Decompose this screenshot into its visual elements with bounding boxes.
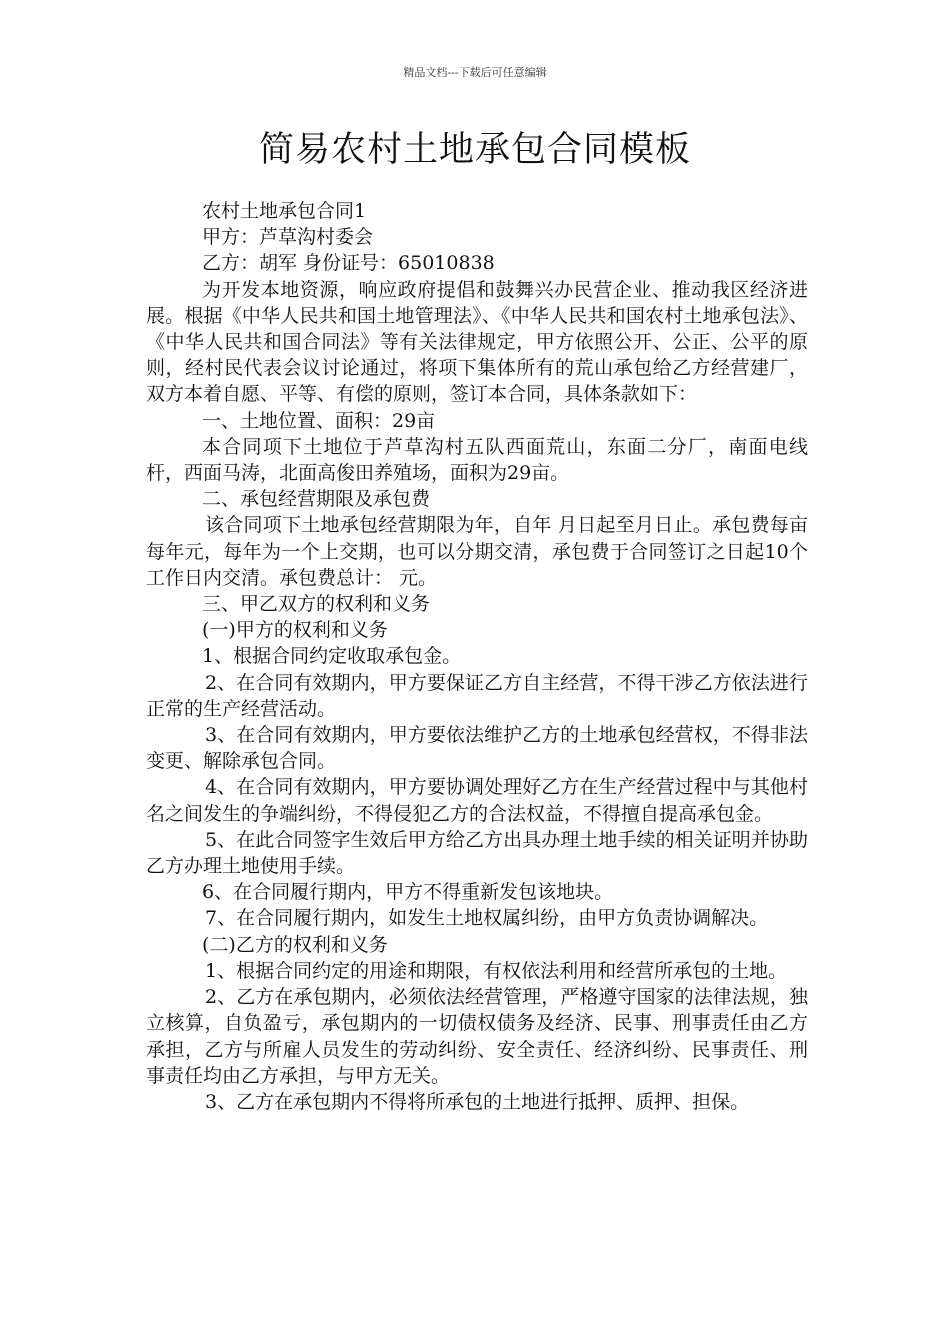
paragraph: 甲方：芦草沟村委会 bbox=[202, 226, 374, 249]
document-body bbox=[146, 198, 808, 1115]
paragraph: 该合同项下土地承包经营期限为年，自年 月日起至月日止。承包费每亩每年元，每年为一个上交期，也可以分期交清，承包费于合同签订之日起10个工作日内交清。承包费总计： 元。 bbox=[146, 514, 808, 589]
subsection-heading: (一)甲方的权利和义务 bbox=[202, 619, 388, 642]
subsection-heading: (二)乙方的权利和义务 bbox=[202, 933, 388, 956]
header-note: 精品文档---下载后可任意编辑 bbox=[403, 66, 547, 79]
section-heading: 一、土地位置、面积：29亩 bbox=[202, 409, 436, 432]
list-item: 2、在合同有效期内，甲方要保证乙方自主经营，不得干涉乙方依法进行正常的生产经营活动。 bbox=[146, 671, 808, 720]
list-item: 3、在合同有效期内，甲方要依法维护乙方的土地承包经营权，不得非法变更、解除承包合同。 bbox=[146, 724, 808, 773]
paragraph: 农村土地承包合同1 bbox=[202, 200, 367, 222]
list-item: 2、乙方在承包期内，必须依法经营管理，严格遵守国家的法律法规，独立核算，自负盈亏，承包期内的一切债权债务及经济、民事、刑事责任由乙方承担，乙方与所雇人员发生的劳动纠纷、安全责任、经济纠纷、民事责任、刑事责任均由乙方承担，与甲方无关。 bbox=[146, 986, 808, 1087]
list-item: 3、乙方在承包期内不得将所承包的土地进行抵押、质押、担保。 bbox=[205, 1090, 750, 1113]
paragraph: 乙方：胡军 身份证号：65010838 bbox=[202, 252, 495, 275]
paragraph: 为开发本地资源，响应政府提倡和鼓舞兴办民营企业、推动我区经济进展。根据《中华人民共和国土地管理法》、《中华人民共和国农村土地承包法》、《中华人民共和国合同法》等有关法律规定，甲方依照公开、公正、公平的原则，经村民代表会议讨论通过，将项下集体所有的荒山承包给乙方经营建厂，双方本着自愿、平等、有偿的原则，签订本合同，具体条款如下： bbox=[146, 278, 808, 406]
list-item: 1、根据合同约定收取承包金。 bbox=[202, 645, 462, 668]
section-heading: 二、承包经营期限及承包费 bbox=[202, 488, 431, 511]
list-item: 6、在合同履行期内，甲方不得重新发包该地块。 bbox=[202, 881, 614, 904]
section-heading: 三、甲乙双方的权利和义务 bbox=[202, 593, 431, 616]
list-item: 1、根据合同约定的用途和期限，有权依法利用和经营所承包的土地。 bbox=[205, 959, 788, 982]
list-item: 5、在此合同签字生效后甲方给乙方出具办理土地手续的相关证明并协助乙方办理土地使用手续。 bbox=[146, 828, 808, 878]
paragraph: 本合同项下土地位于芦草沟村五队西面荒山，东面二分厂，南面电线杆，西面马涛，北面高俊田养殖场，面积为29亩。 bbox=[146, 435, 808, 485]
list-item: 4、在合同有效期内，甲方要协调处理好乙方在生产经营过程中与其他村名之间发生的争端纠纷，不得侵犯乙方的合法权益，不得擅自提高承包金。 bbox=[146, 776, 808, 825]
list-item: 7、在合同履行期内，如发生土地权属纠纷，由甲方负责协调解决。 bbox=[205, 907, 769, 930]
document-title: 简易农村土地承包合同模板 bbox=[258, 130, 691, 170]
